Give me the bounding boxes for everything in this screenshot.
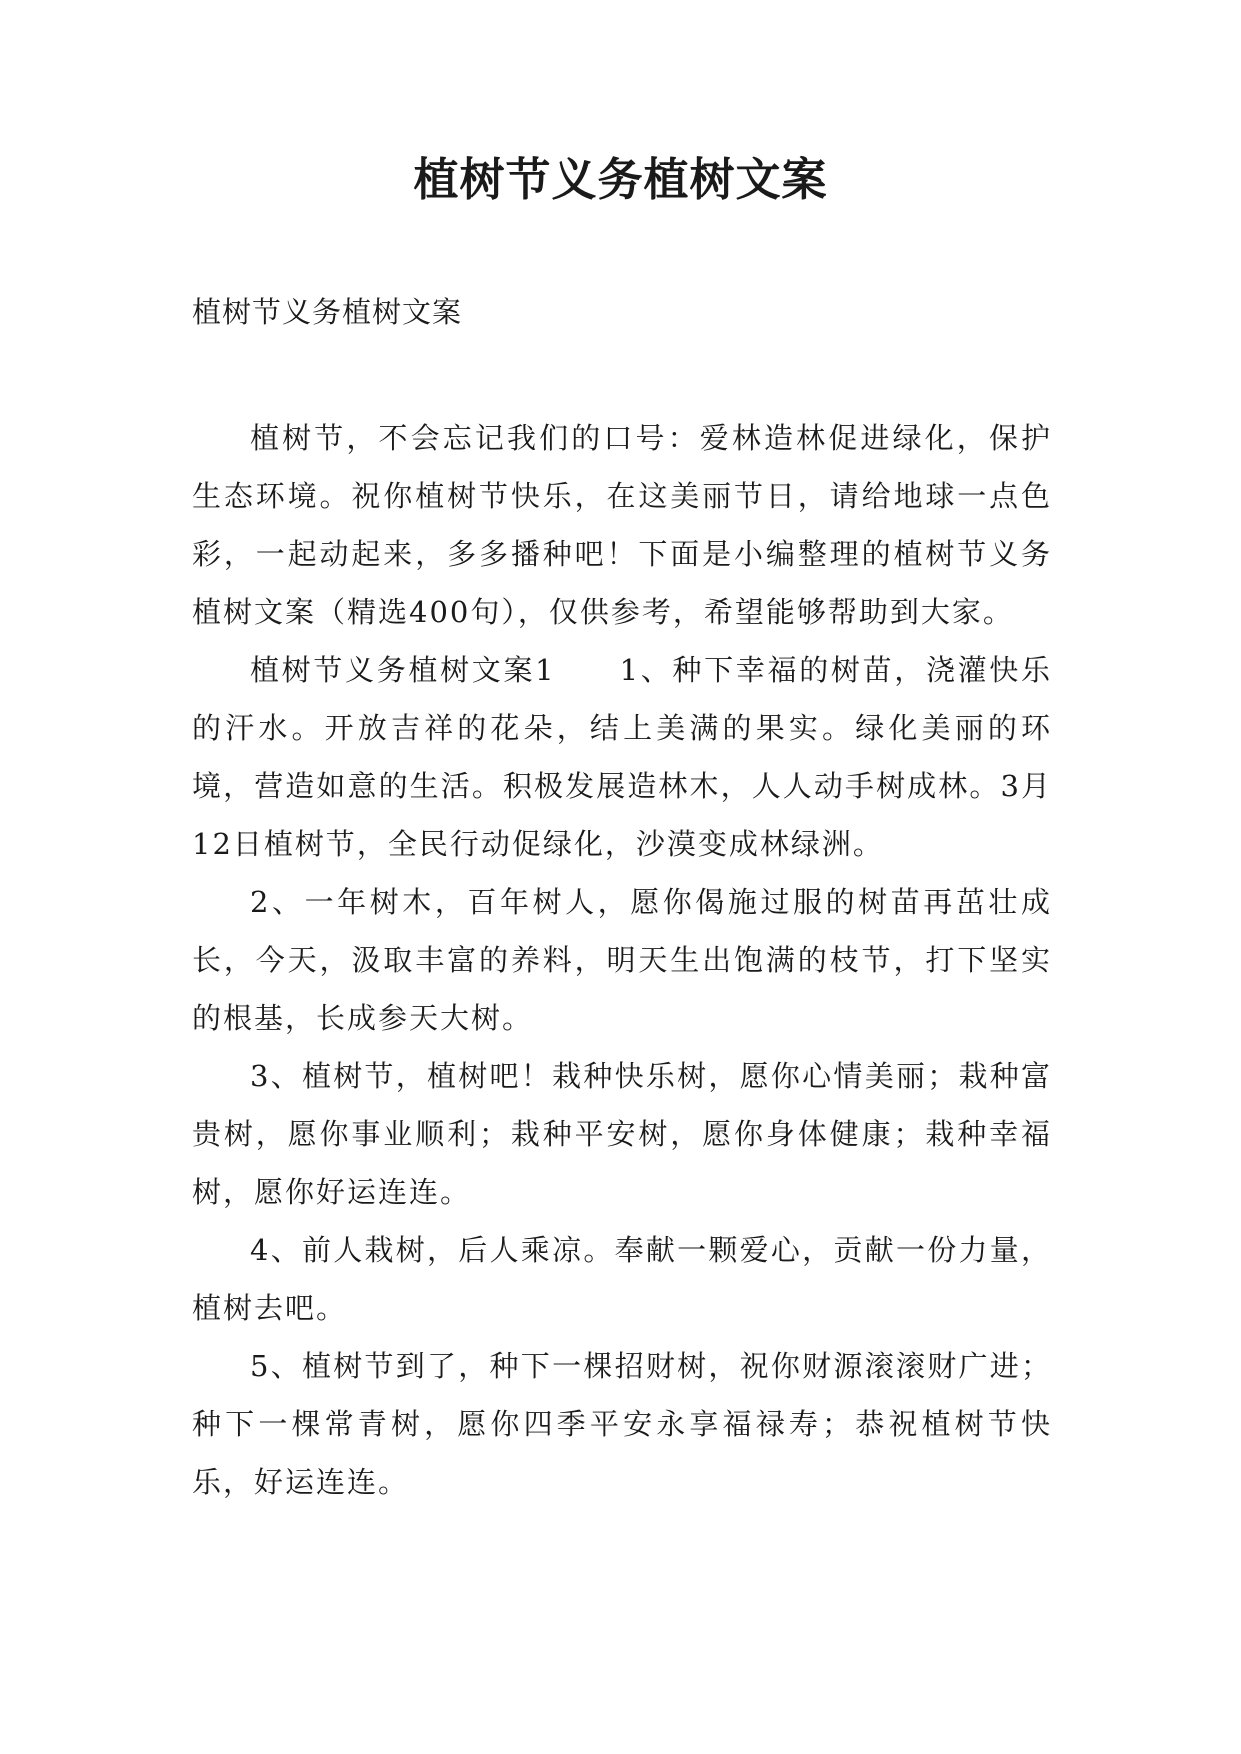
paragraph-intro: 植树节，不会忘记我们的口号：爱林造林促进绿化，保护生态环境。祝你植树节快乐，在这美丽节日，请给地球一点色彩，一起动起来，多多播种吧！下面是小编整理的植树节义务植树文案（精选400句），仅供参考，希望能够帮助到大家。 (192, 421, 1052, 629)
document-body (192, 409, 1052, 1511)
paragraph-item-4: 4、前人栽树，后人乘凉。奉献一颗爱心，贡献一份力量，植树去吧。 (192, 1233, 1052, 1325)
paragraph-item-1: 植树节义务植树文案1 1、种下幸福的树苗，浇灌快乐的汗水。开放吉祥的花朵，结上美满的果实。绿化美丽的环境，营造如意的生活。积极发展造林木，人人动手树成林。3月12日植树节，全民行动促绿化，沙漠变成林绿洲。 (192, 653, 1052, 861)
paragraph-item-2: 2、一年树木，百年树人，愿你偈施过服的树苗再茁壮成长，今天，汲取丰富的养料，明天生出饱满的枝节，打下坚实的根基，长成参天大树。 (192, 885, 1052, 1035)
document-subtitle: 植树节义务植树文案 (192, 295, 463, 329)
paragraph-item-3: 3、植树节，植树吧！栽种快乐树，愿你心情美丽；栽种富贵树，愿你事业顺利；栽种平安树，愿你身体健康；栽种幸福树，愿你好运连连。 (192, 1059, 1052, 1209)
document-title: 植树节义务植树文案 (413, 153, 828, 206)
paragraph-item-5: 5、植树节到了，种下一棵招财树，祝你财源滚滚财广进；种下一棵常青树，愿你四季平安永享福禄寿；恭祝植树节快乐，好运连连。 (192, 1349, 1052, 1499)
